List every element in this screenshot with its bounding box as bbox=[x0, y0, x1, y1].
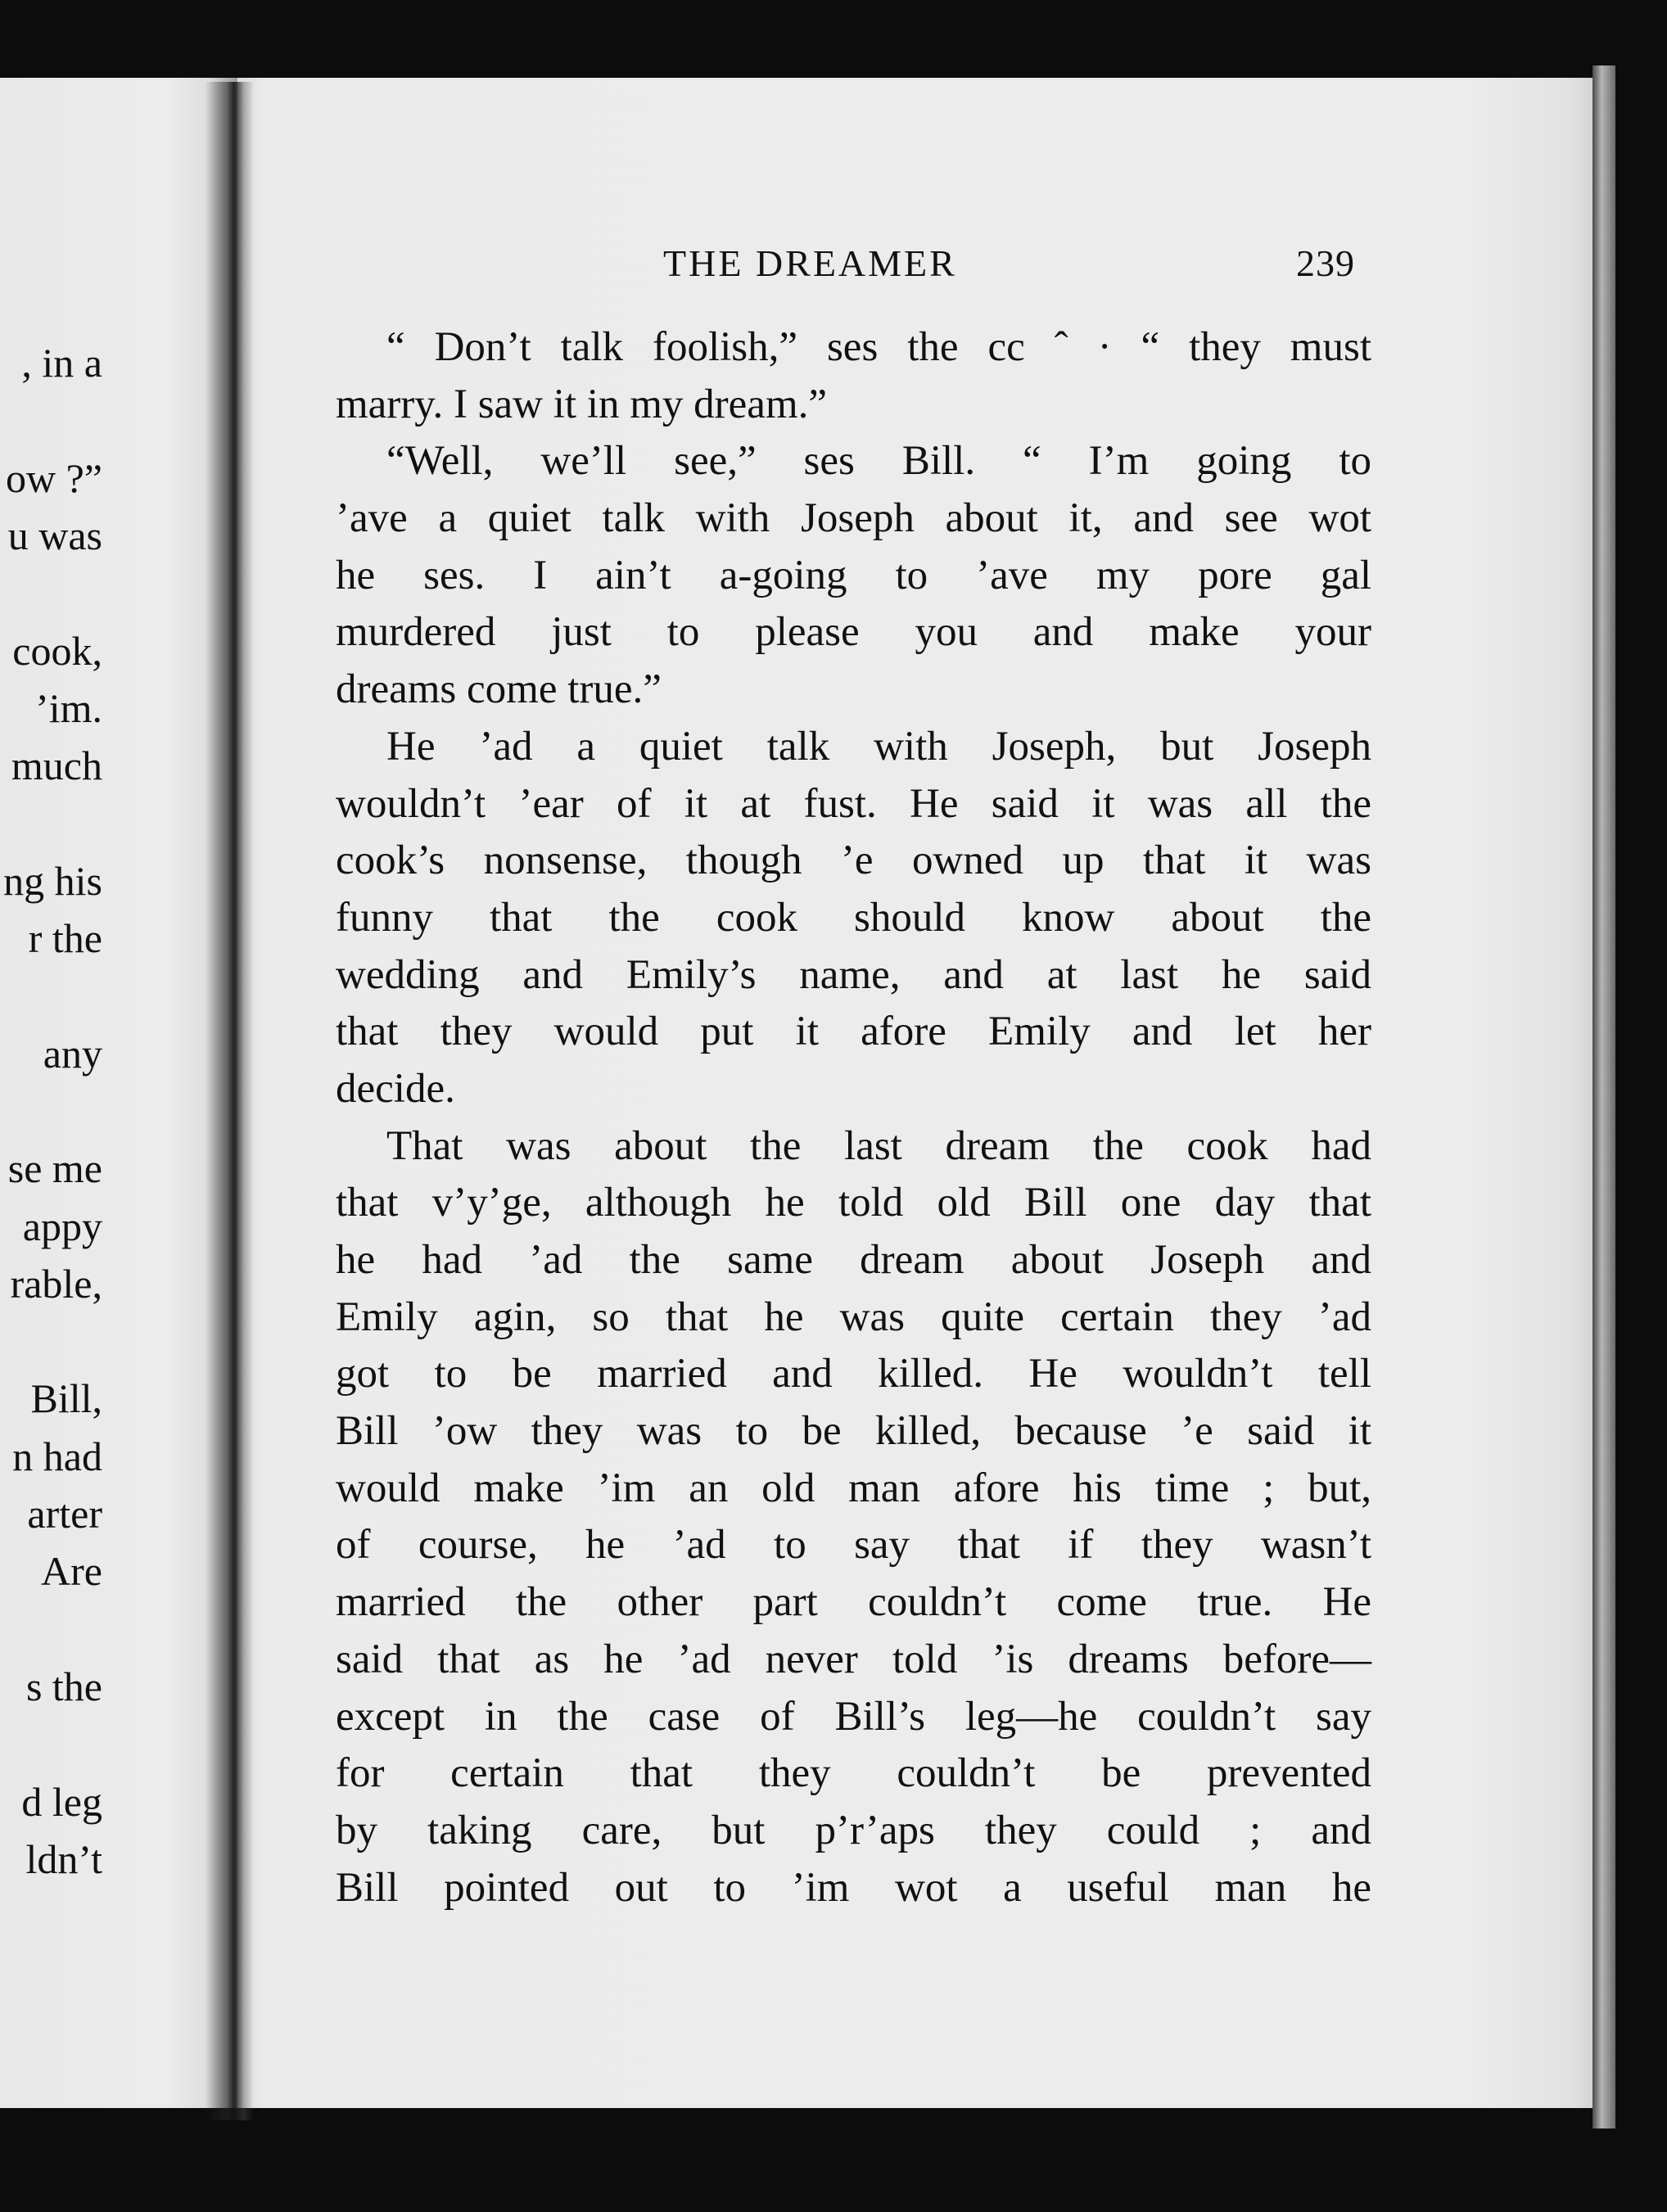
text-line: got to be married and killed. He wouldn’t tell bbox=[336, 1351, 1371, 1397]
facing-page-line-fragment: appy bbox=[22, 1203, 102, 1249]
facing-page-line-fragment: ’im. bbox=[35, 684, 102, 731]
running-title: THE DREAMER bbox=[663, 242, 957, 284]
text-line: wouldn’t ’ear of it at fust. He said it was all the bbox=[336, 780, 1371, 827]
text-line: funny that the cook should know about the bbox=[336, 894, 1371, 941]
book-gutter bbox=[205, 82, 254, 2120]
facing-page-line-fragment: Are bbox=[41, 1548, 102, 1595]
text-line: said that as he ’ad never told ’is dreams before— bbox=[336, 1636, 1371, 1682]
text-line: ’ave a quiet talk with Joseph about it, and see wot bbox=[336, 495, 1371, 542]
text-line: dreams come true.” bbox=[336, 666, 662, 713]
facing-page-line-fragment: d leg bbox=[21, 1778, 102, 1825]
facing-page-line-fragment: s the bbox=[25, 1663, 102, 1709]
text-line: of course, he ’ad to say that if they wasn’t bbox=[336, 1522, 1371, 1569]
facing-page-line-fragment: Bill, bbox=[30, 1375, 102, 1422]
text-line: Bill ’ow they was to be killed, because ’e said it bbox=[336, 1408, 1371, 1455]
facing-page-line-fragment: much bbox=[11, 743, 102, 789]
text-line: that v’y’ge, although he told old Bill one day that bbox=[336, 1180, 1371, 1226]
facing-page-line-fragment: ng his bbox=[3, 857, 102, 904]
page-edge-shadow bbox=[1592, 65, 1615, 2128]
text-line: Bill pointed out to ’im wot a useful man he bbox=[336, 1864, 1371, 1911]
body-text bbox=[336, 319, 1371, 1916]
facing-page-line-fragment: any bbox=[43, 1030, 102, 1077]
facing-page-line-fragment: ldn’t bbox=[25, 1835, 102, 1882]
text-line: cook’s nonsense, though ’e owned up that it was bbox=[336, 837, 1371, 884]
text-line: “Well, we’ll see,” ses Bill. “ I’m going to bbox=[386, 438, 1371, 485]
text-line: he ses. I ain’t a-going to ’ave my pore gal bbox=[336, 552, 1371, 598]
text-line: by taking care, but p’r’aps they could ; and bbox=[336, 1807, 1371, 1853]
text-line: that they would put it afore Emily and let her bbox=[336, 1009, 1371, 1055]
text-line: except in the case of Bill’s leg—he couldn’t say bbox=[336, 1693, 1371, 1740]
facing-page-line-fragment: rable, bbox=[10, 1260, 102, 1307]
text-line: would make ’im an old man afore his time ; but, bbox=[336, 1465, 1371, 1511]
text-line: he had ’ad the same dream about Joseph and bbox=[336, 1237, 1371, 1283]
text-line: marry. I saw it in my dream.” bbox=[336, 381, 827, 427]
text-line: married the other part couldn’t come true. He bbox=[336, 1579, 1371, 1626]
facing-page-line-fragment: r the bbox=[28, 915, 102, 961]
facing-page-line-fragment: , in a bbox=[21, 340, 102, 386]
facing-page-line-fragment: arter bbox=[27, 1491, 102, 1537]
text-line: Emily agin, so that he was quite certain they ’ad bbox=[336, 1293, 1371, 1340]
facing-page-line-fragment: ow ?” bbox=[6, 454, 102, 501]
text-line: for certain that they couldn’t be prevented bbox=[336, 1750, 1371, 1797]
facing-page-line-fragment: n had bbox=[12, 1433, 102, 1479]
running-head bbox=[336, 242, 1355, 292]
page-number: 239 bbox=[1296, 242, 1355, 284]
text-line: decide. bbox=[336, 1065, 455, 1112]
facing-page-line-fragment: cook, bbox=[12, 627, 102, 674]
facing-page-line-fragment: u was bbox=[7, 512, 102, 558]
facing-page-line-fragment: se me bbox=[7, 1145, 102, 1192]
text-line: He ’ad a quiet talk with Joseph, but Joseph bbox=[386, 723, 1371, 770]
text-line: “ Don’t talk foolish,” ses the cc ˆ · “ they must bbox=[386, 324, 1371, 370]
text-line: murdered just to please you and make your bbox=[336, 609, 1371, 656]
text-line: That was about the last dream the cook had bbox=[386, 1122, 1371, 1169]
text-line: wedding and Emily’s name, and at last he said bbox=[336, 951, 1371, 998]
